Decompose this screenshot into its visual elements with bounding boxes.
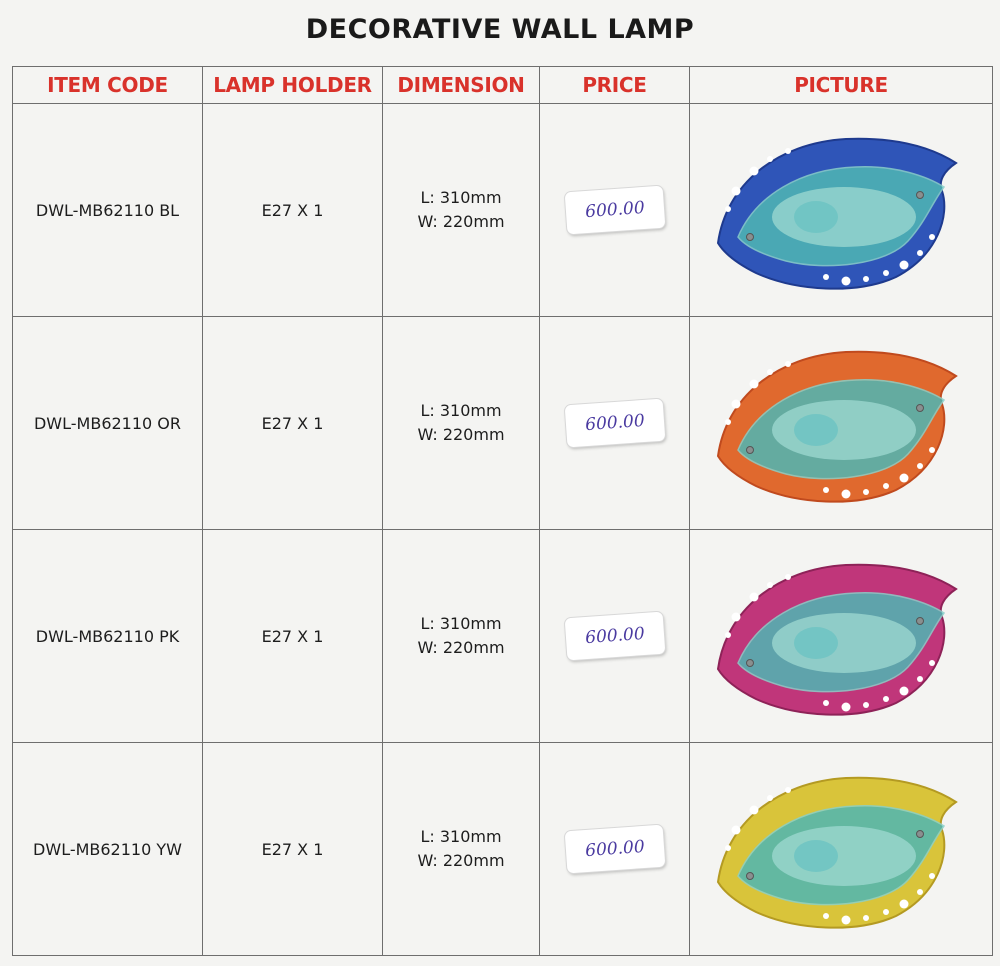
lamp-hole (732, 613, 741, 622)
lamp-bulb-glow (772, 187, 916, 247)
lamp-hole (842, 703, 851, 712)
lamp-hole (842, 490, 851, 499)
lamp-hole (883, 909, 889, 915)
lamp-hole (917, 676, 923, 682)
lamp-hole (900, 687, 909, 696)
header-price: PRICE (540, 67, 690, 104)
dimension-cell (383, 530, 540, 743)
lamp-hole (929, 873, 935, 879)
lamp-hole (767, 795, 773, 801)
lamp-hole (823, 913, 829, 919)
lamp-hole (917, 463, 923, 469)
lamp-image (706, 338, 976, 508)
lamp-bulb-glow (772, 826, 916, 886)
lamp-holder-cell: E27 X 1 (203, 317, 383, 530)
lamp-hole (900, 261, 909, 270)
table-row (13, 743, 993, 956)
lamp-hole (823, 274, 829, 280)
dimension-length: L: 310mm (420, 614, 502, 633)
dimension-length: L: 310mm (420, 827, 502, 846)
price-cell (540, 317, 690, 530)
lamp-screw (917, 831, 924, 838)
lamp-hole (725, 845, 731, 851)
lamp-hole (785, 361, 791, 367)
header-dimension: DIMENSION (383, 67, 540, 104)
lamp-hole (732, 826, 741, 835)
lamp-hole (750, 380, 759, 389)
table-row (13, 104, 993, 317)
lamp-hole (883, 270, 889, 276)
item-code-cell: DWL-MB62110 OR (13, 317, 203, 530)
lamp-hole (785, 574, 791, 580)
dimension-length: L: 310mm (420, 401, 502, 420)
picture-cell (690, 743, 993, 956)
price-tag: 600.00 (564, 825, 665, 874)
lamp-hole (750, 167, 759, 176)
lamp-hole (785, 148, 791, 154)
lamp-socket (794, 840, 838, 872)
lamp-hole (917, 889, 923, 895)
lamp-socket (794, 627, 838, 659)
lamp-hole (732, 400, 741, 409)
lamp-hole (725, 419, 731, 425)
lamp-hole (750, 593, 759, 602)
picture-cell (690, 317, 993, 530)
lamp-hole (842, 916, 851, 925)
lamp-screw (747, 234, 754, 241)
price-cell (540, 743, 690, 956)
item-code-cell: DWL-MB62110 PK (13, 530, 203, 743)
dimension-width: W: 220mm (417, 212, 505, 231)
header-picture: PICTURE (690, 67, 993, 104)
price-cell (540, 104, 690, 317)
lamp-hole (863, 915, 869, 921)
lamp-hole (883, 483, 889, 489)
lamp-image (706, 551, 976, 721)
lamp-holder-cell: E27 X 1 (203, 743, 383, 956)
lamp-bulb-glow (772, 400, 916, 460)
lamp-holder-cell: E27 X 1 (203, 104, 383, 317)
price-tag: 600.00 (564, 399, 665, 448)
lamp-screw (747, 873, 754, 880)
lamp-hole (883, 696, 889, 702)
page-title: DECORATIVE WALL LAMP (305, 14, 695, 45)
lamp-holder-cell: E27 X 1 (203, 530, 383, 743)
lamp-screw (747, 660, 754, 667)
product-table (12, 66, 993, 956)
lamp-hole (725, 206, 731, 212)
header-item-code: ITEM CODE (13, 67, 203, 104)
table-row (13, 530, 993, 743)
lamp-hole (900, 474, 909, 483)
lamp-socket (794, 201, 838, 233)
lamp-hole (767, 369, 773, 375)
dimension-cell (383, 104, 540, 317)
dimension-width: W: 220mm (417, 851, 505, 870)
table-row (13, 317, 993, 530)
lamp-hole (842, 277, 851, 286)
lamp-hole (929, 234, 935, 240)
header-row (13, 67, 993, 104)
lamp-hole (929, 447, 935, 453)
dimension-cell (383, 317, 540, 530)
lamp-image (706, 764, 976, 934)
item-code-cell: DWL-MB62110 BL (13, 104, 203, 317)
price-cell (540, 530, 690, 743)
lamp-hole (863, 702, 869, 708)
price-tag: 600.00 (564, 612, 665, 661)
item-code-cell: DWL-MB62110 YW (13, 743, 203, 956)
lamp-hole (823, 700, 829, 706)
lamp-hole (725, 632, 731, 638)
dimension-cell (383, 743, 540, 956)
lamp-hole (929, 660, 935, 666)
lamp-hole (785, 787, 791, 793)
header-lamp-holder: LAMP HOLDER (203, 67, 383, 104)
lamp-screw (747, 447, 754, 454)
lamp-hole (750, 806, 759, 815)
lamp-hole (900, 900, 909, 909)
picture-cell (690, 530, 993, 743)
lamp-image (706, 125, 976, 295)
lamp-hole (823, 487, 829, 493)
lamp-screw (917, 192, 924, 199)
lamp-hole (863, 489, 869, 495)
lamp-hole (863, 276, 869, 282)
lamp-hole (732, 187, 741, 196)
lamp-screw (917, 618, 924, 625)
lamp-screw (917, 405, 924, 412)
lamp-hole (767, 156, 773, 162)
lamp-bulb-glow (772, 613, 916, 673)
dimension-length: L: 310mm (420, 188, 502, 207)
dimension-width: W: 220mm (417, 425, 505, 444)
price-tag: 600.00 (564, 186, 665, 235)
lamp-hole (767, 582, 773, 588)
dimension-width: W: 220mm (417, 638, 505, 657)
picture-cell (690, 104, 993, 317)
lamp-socket (794, 414, 838, 446)
lamp-hole (917, 250, 923, 256)
